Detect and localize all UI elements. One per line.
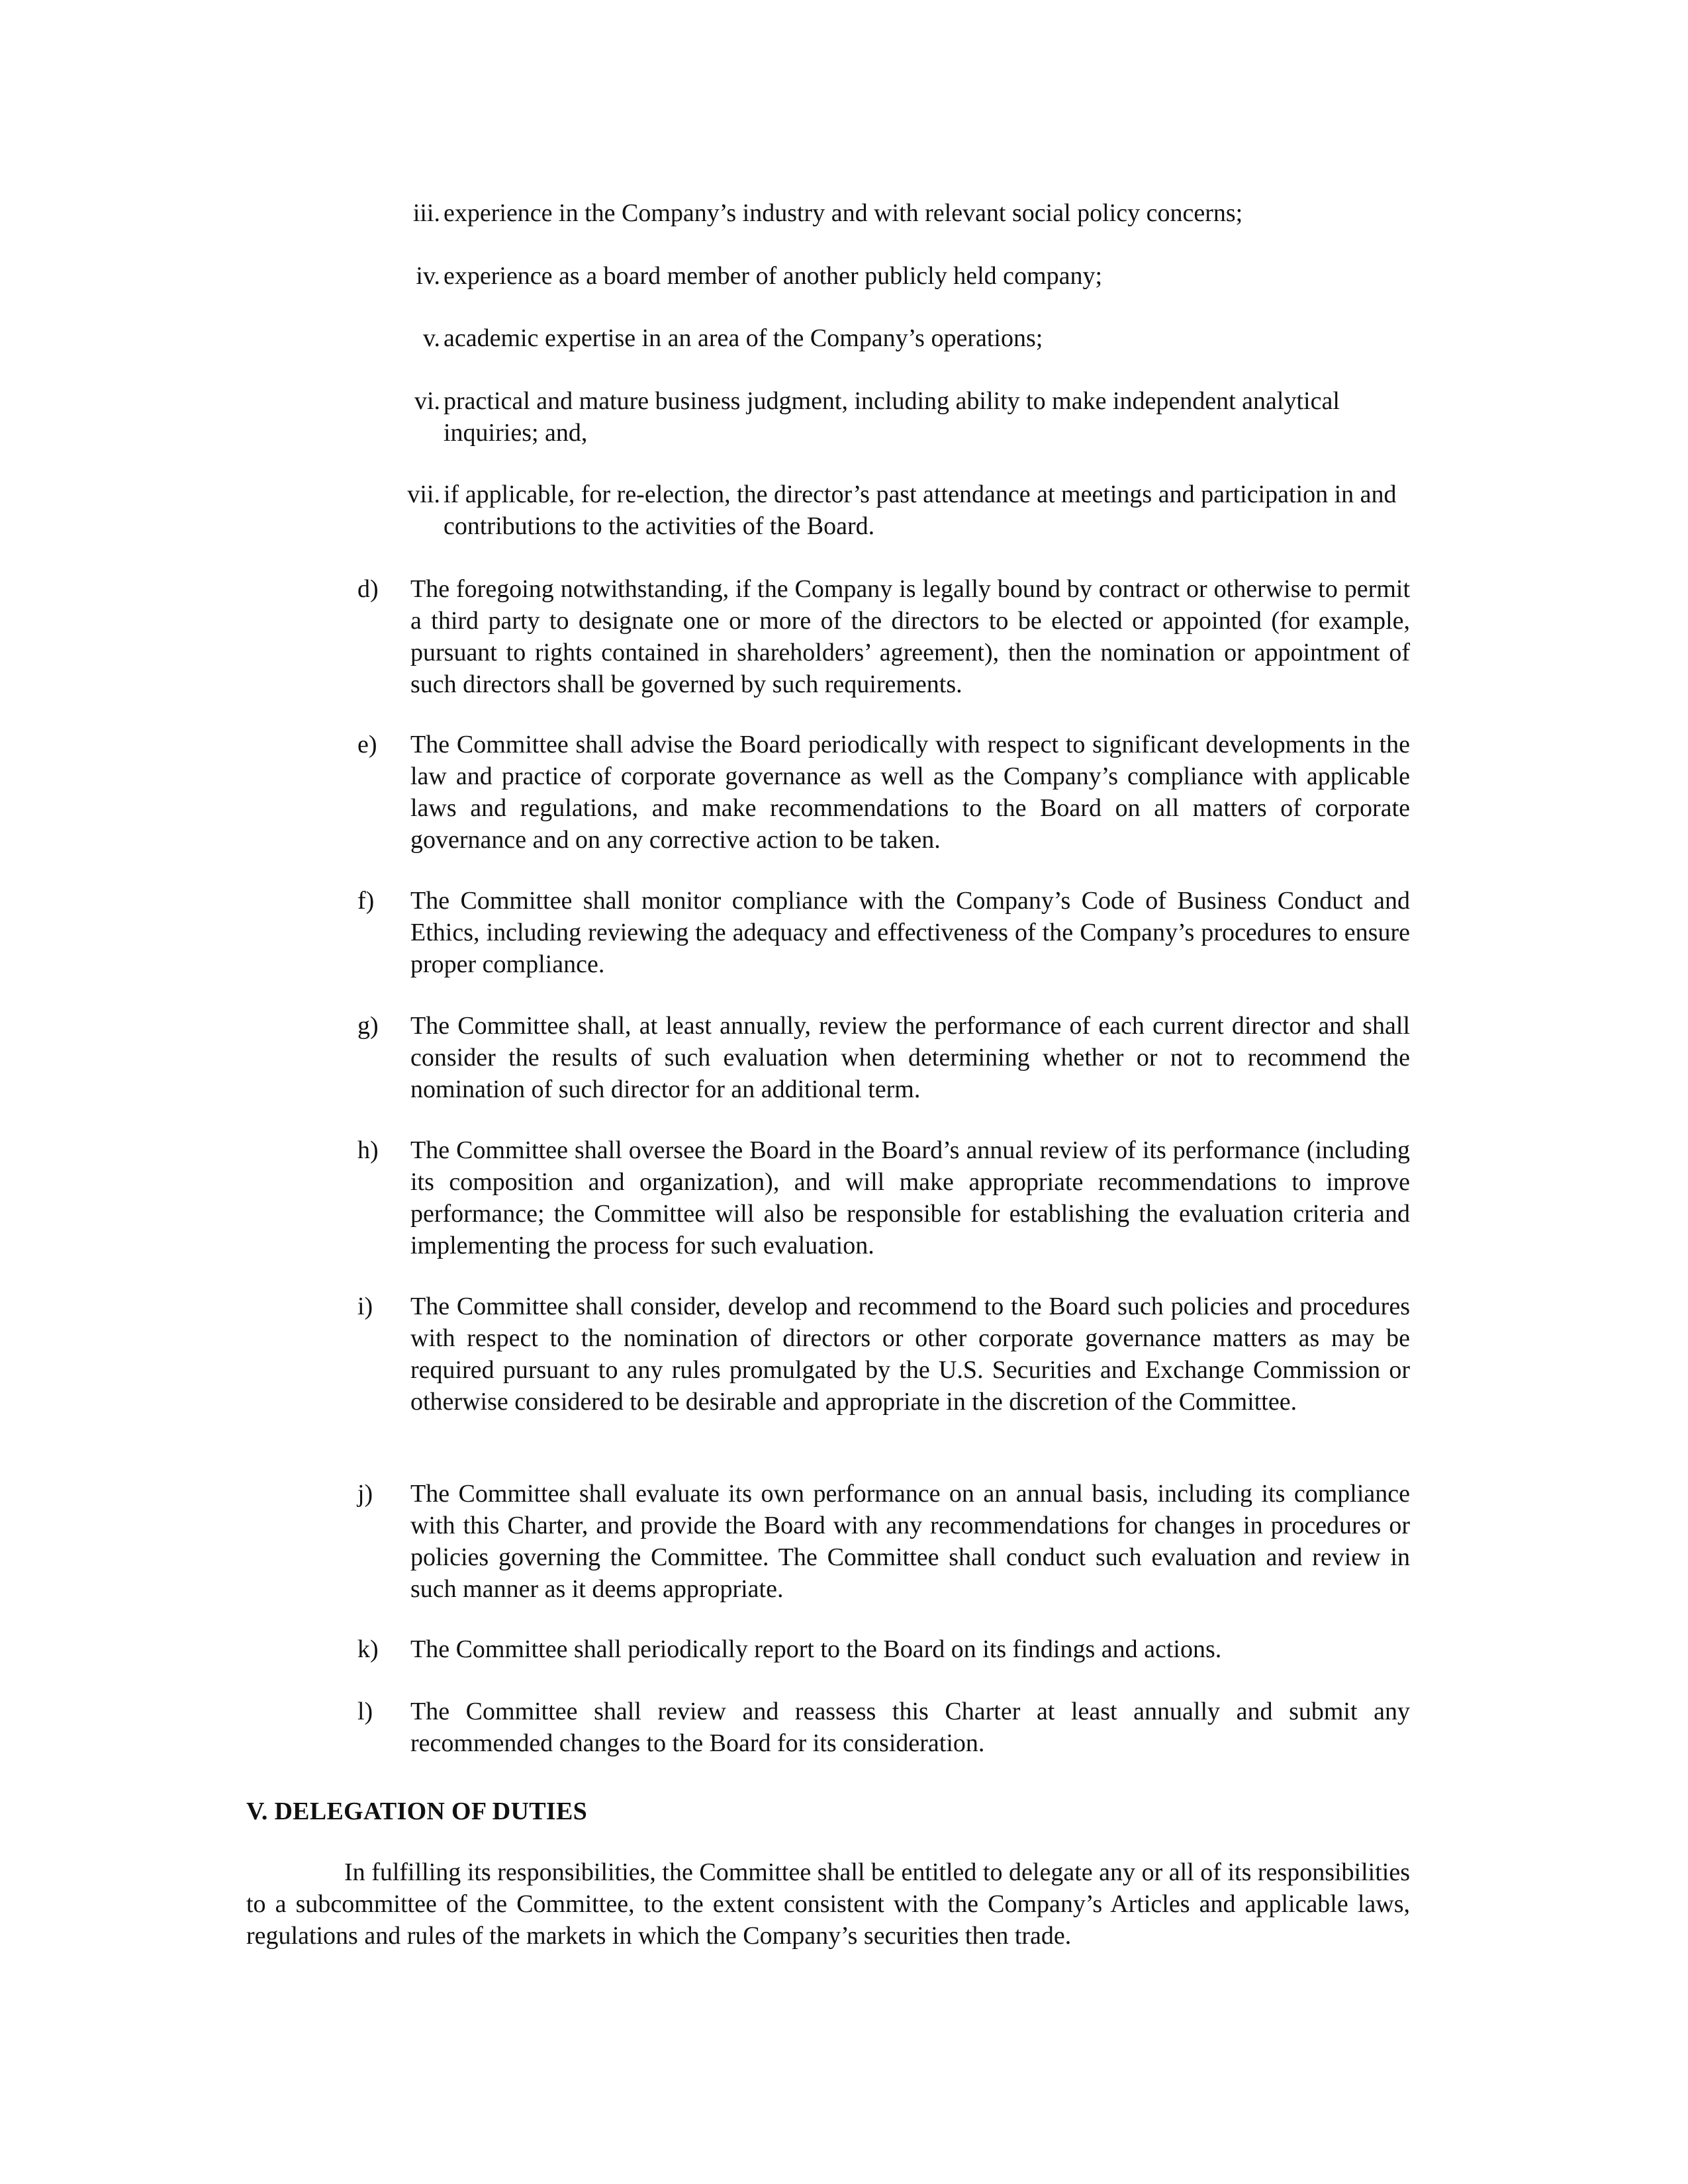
list-item-text: The Committee shall advise the Board periodically with respect to significant developments in the law and practice of corporate governance as well as the Company’s compliance with applicable laws and regulations, and make recommendations to the Board on all matters of corporate governance and on any corrective action to be taken. [410, 731, 1410, 854]
list-item-letter: i) [357, 1293, 373, 1320]
list-item-number: iv. [416, 262, 440, 290]
list-item-text: The Committee shall evaluate its own performance on an annual basis, including its compliance with this Charter, and provide the Board with any recommendations for changes in procedures or policies governing the Committee. The Committee shall conduct such evaluation and review in such manner as it deems appropriate. [410, 1480, 1410, 1603]
list-item-number: vii. [407, 480, 440, 508]
list-item-letter: h) [357, 1136, 379, 1164]
list-item-letter: l) [357, 1698, 373, 1725]
list-item-text: experience in the Company’s industry and with relevant social policy concerns; [444, 199, 1243, 227]
list-item-text: The foregoing notwithstanding, if the Company is legally bound by contract or otherwise to permit a third party to designate one or more of the directors to be elected or appointed (for example, pursuant to rights contained in shareholders’ agreement), then the nomination or appointment of such directors shall be governed by such requirements. [410, 575, 1410, 698]
list-item-letter: k) [357, 1635, 379, 1663]
list-item-text: The Committee shall consider, develop and recommend to the Board such policies and procedures with respect to the nomination of directors or other corporate governance matters as may be required pursuant to any rules promulgated by the U.S. Securities and Exchange Commission or otherwise considered to be desirable and appropriate in the discretion of the Committee. [410, 1293, 1410, 1416]
section-heading: V. DELEGATION OF DUTIES [246, 1797, 588, 1825]
list-item-text: practical and mature business judgment, including ability to make independent analytical inquiries; and, [444, 387, 1340, 447]
section-paragraph: In fulfilling its responsibilities, the Committee shall be entitled to delegate any or all of its responsibilities to a subcommittee of the Committee, to the extent consistent with the Company’s Articles and applicable laws, regulations and rules of the markets in which the Company’s securities then trade. [246, 1858, 1410, 1950]
list-item-number: v. [422, 324, 440, 352]
list-item-text: The Committee shall periodically report to the Board on its findings and actions. [410, 1635, 1222, 1663]
list-item-text: The Committee shall monitor compliance with the Company’s Code of Business Conduct and Ethics, including reviewing the adequacy and effectiveness of the Company’s procedures to ensure proper compliance. [410, 887, 1410, 978]
list-item-text: The Committee shall oversee the Board in the Board’s annual review of its performance (including its composition and organization), and will make appropriate recommendations to improve performance; the Committee will also be responsible for establishing the evaluation criteria and implementing the process for such evaluation. [410, 1136, 1410, 1259]
list-item-text: academic expertise in an area of the Company’s operations; [444, 324, 1043, 352]
list-item-text: The Committee shall, at least annually, review the performance of each current director and shall consider the results of such evaluation when determining whether or not to recommend the nomination of such director for an additional term. [410, 1012, 1410, 1103]
list-item-number: iii. [412, 199, 440, 227]
list-item-text: experience as a board member of another publicly held company; [444, 262, 1102, 290]
list-item-letter: d) [357, 575, 379, 603]
list-item-text: if applicable, for re-election, the director’s past attendance at meetings and participation in and contributions to the activities of the Board. [444, 480, 1397, 540]
list-item-letter: g) [357, 1012, 379, 1040]
list-item-text: The Committee shall review and reassess this Charter at least annually and submit any recommended changes to the Board for its consideration. [410, 1698, 1410, 1757]
list-item-letter: f) [357, 887, 375, 915]
list-item-letter: e) [357, 731, 377, 758]
list-item-letter: j) [357, 1480, 373, 1508]
list-item-number: vi. [414, 387, 440, 415]
